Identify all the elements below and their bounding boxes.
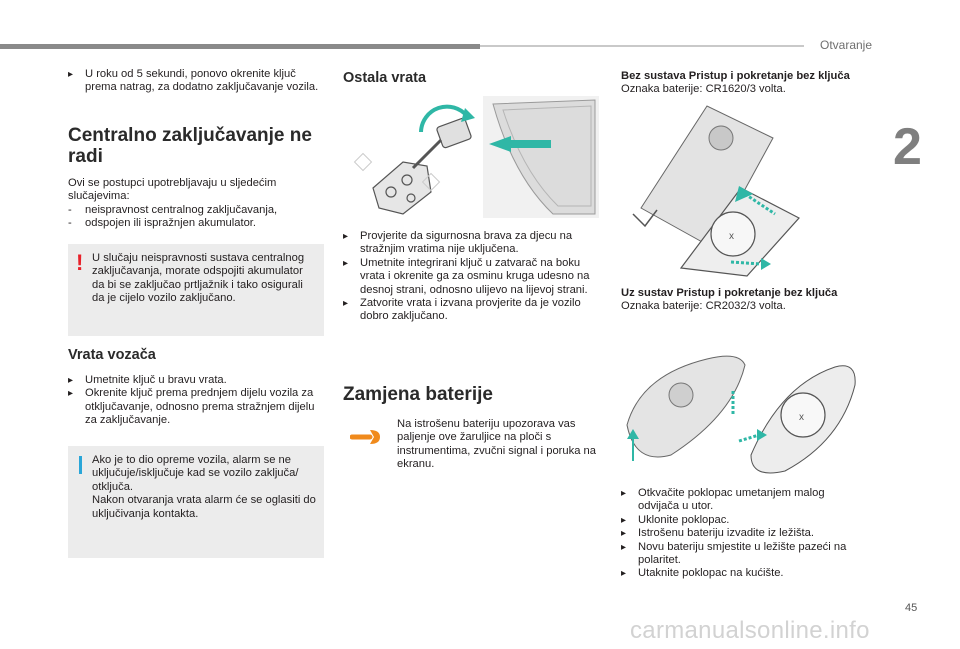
bullet-arrow-icon: ▸ (343, 231, 349, 242)
col1-first-bullet: ▸ U roku od 5 sekundi, ponovo okrenite ključ prema natrag, za dodatno zaključavanje vozila. (68, 68, 319, 94)
bullet-arrow-icon: ▸ (343, 298, 349, 310)
bullet-arrow-icon: ▸ (68, 375, 74, 386)
header-bar-light (480, 45, 804, 47)
bullet-arrow-icon: ▸ (621, 568, 627, 580)
door-lock-illustration (343, 96, 599, 218)
other-doors-steps: ▸ Provjerite da sigurnosna brava za djecu na stražnjim vratima nije uključena. ▸ Umetnite integrirani ključ u zatvarač na boku vrata i okrenite ga za osminu kruga udesno na desnoj strani, odnosno ulijevo na lijevoj strani. ▸ Zatvorite vrata i izvana provjerite da je vozilo dobro zaključano. (343, 230, 590, 323)
heading-other-doors: Ostala vrata (343, 70, 427, 86)
bullet-arrow-icon: ▸ (621, 541, 627, 553)
svg-text:x: x (729, 231, 734, 242)
warning-icon: ! (76, 250, 84, 275)
bullet-arrow-icon: ▸ (621, 514, 627, 526)
warning-box (68, 244, 324, 336)
heading-central-locking: Centralno zaključavanje ne radi (68, 125, 312, 167)
info-box (68, 446, 324, 558)
battery-warning-note: Na istrošenu bateriju upozorava vas paljenje ove žaruljice na ploči s instrumentima, zvučni signal i poruka na ekranu. (397, 418, 596, 471)
watermark: carmanualsonline.info (630, 617, 870, 644)
battery-replacement-steps: ▸ Otkvačite poklopac umetanjem malog odvijača u utor. ▸ Uklonite poklopac. ▸ Istrošenu bateriju izvadite iz ležišta. ▸ Novu bateriju smjestite u ležište pazeći na polaritet. ▸ Utaknite poklopac na kućište. (621, 487, 847, 580)
bullet-arrow-icon: ▸ (68, 388, 74, 400)
chapter-title: Otvaranje (820, 38, 873, 52)
key-battery-illustration-1 (621, 98, 801, 278)
info-icon (79, 456, 82, 474)
heading-driver-door: Vrata vozača (68, 347, 156, 363)
driver-door-steps: ▸ Umetnite ključ u bravu vrata. ▸ Okrenite ključ prema prednjem dijelu vozila za otključavanje, odnosno prema stražnjem dijelu za zaključavanje. (68, 374, 315, 427)
bullet-arrow-icon: ▸ (343, 257, 349, 269)
battery-with-keyless: Uz sustav Pristup i pokretanje bez ključa Oznaka baterije: CR2032/3 volta. (621, 287, 838, 313)
heading-battery: Zamjena baterije (343, 384, 493, 405)
page-number: 45 (905, 602, 918, 614)
bullet-arrow-icon: ▸ (621, 488, 627, 499)
key-battery-illustration-2 (621, 345, 861, 479)
warning-text: U slučaju neispravnosti sustava centralnog zaključavanja, morate odspojiti akumulator da bi se zaključao prtljažnik i tako osigurali da je cijelo vozilo zaključano. (92, 252, 305, 305)
wrench-icon (350, 426, 384, 448)
header-bar (0, 44, 480, 49)
central-intro: Ovi se postupci upotrebljavaju u sljedećim slučajevima: - neispravnost centralnog zaključavanja, - odspojen ili ispražnjen akumulator. (68, 177, 278, 230)
svg-text:x: x (799, 412, 804, 423)
bullet-arrow-icon: ▸ (621, 528, 627, 540)
info-text: Ako je to dio opreme vozila, alarm se ne uključuje/isključuje kad se vozilo zaključa/ otključa. Nakon otvaranja vrata alarm će se oglasiti do uključivanja kontakta. (92, 454, 316, 520)
bullet-arrow-icon: ▸ (68, 69, 74, 80)
battery-without-keyless: Bez sustava Pristup i pokretanje bez ključa Oznaka baterije: CR1620/3 volta. (621, 70, 850, 96)
chapter-number: 2 (893, 118, 922, 176)
